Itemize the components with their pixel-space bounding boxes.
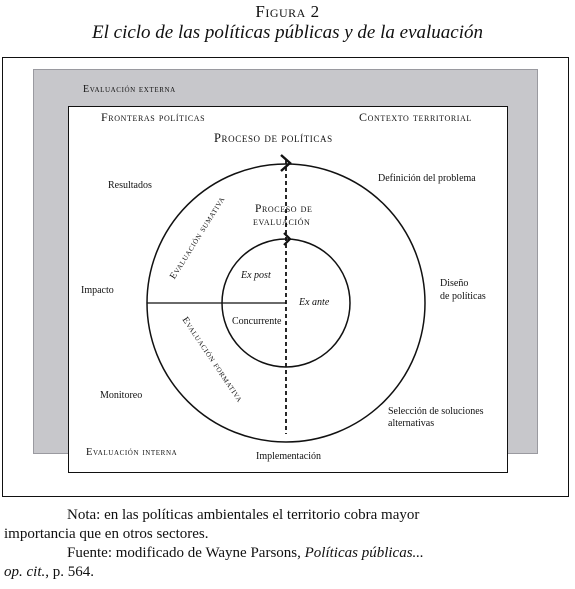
evaluacion-interna-label: Evaluación interna	[86, 447, 178, 458]
proceso-evaluacion-label-2: evaluación	[253, 216, 311, 228]
source-ref-italic: op. cit.	[4, 564, 46, 580]
figure-title: El ciclo de las políticas públicas y de la evaluación	[92, 22, 483, 43]
evaluacion-sumativa-label: Evaluación sumativa	[168, 194, 228, 282]
source-prefix: Fuente: modificado de Wayne Parsons,	[67, 545, 305, 561]
source-ref-line	[4, 563, 504, 582]
implementacion-label: Implementación	[256, 451, 321, 462]
ex-ante-label: Ex ante	[299, 297, 330, 308]
definicion-problema-label: Definición del problema	[378, 173, 476, 184]
note-line-2: importancia que en otros sectores.	[4, 526, 209, 542]
diseno-label-1: Diseño	[440, 278, 469, 289]
contexto-territorial-label: Contexto territorial	[359, 110, 472, 124]
seleccion-label-1: Selección de soluciones	[388, 406, 484, 417]
source-ref-rest: , p. 564.	[45, 564, 94, 580]
concurrente-label: Concurrente	[232, 316, 282, 327]
evaluacion-formativa-label: Evaluación formativa	[179, 315, 245, 405]
diseno-label-2: de políticas	[440, 291, 486, 302]
source-title: Políticas públicas...	[304, 545, 424, 561]
monitoreo-label: Monitoreo	[100, 390, 143, 401]
seleccion-label-2: alternativas	[388, 418, 435, 429]
note-line-1: Nota: en las políticas ambientales el territorio cobra mayor	[67, 507, 420, 523]
fronteras-politicas-label: Fronteras políticas	[101, 110, 206, 124]
proceso-evaluacion-label-1: Proceso de	[255, 203, 313, 215]
evaluacion-externa-label: Evaluación externa	[83, 84, 176, 95]
figure-note	[4, 506, 504, 582]
figure-label: Figura 2	[255, 2, 320, 21]
source-line	[4, 544, 504, 563]
ex-post-label: Ex post	[241, 270, 271, 281]
proceso-politicas-label: Proceso de políticas	[214, 131, 333, 145]
impacto-label: Impacto	[81, 285, 114, 296]
resultados-label: Resultados	[108, 180, 152, 191]
